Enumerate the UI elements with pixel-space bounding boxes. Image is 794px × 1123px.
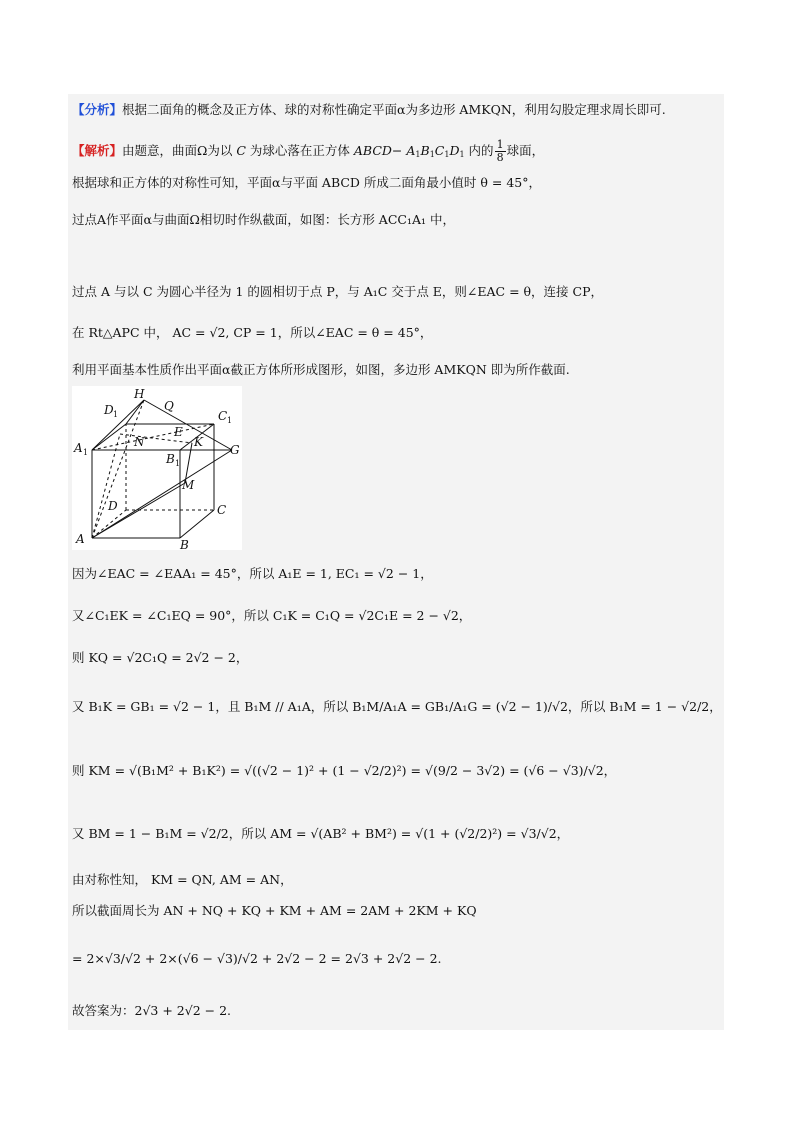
label-M: M: [182, 478, 195, 492]
s1-a: 由题意，曲面Ω为以: [122, 143, 237, 158]
solution-line-1: 【解析】由题意，曲面Ω为以 C 为球心落在正方体 ABCD− $A_1B_1C_1D_1$ 内的 $\frac{1}{8}$ 球面，: [72, 138, 545, 164]
label-B1: B: [166, 452, 175, 466]
label-C1: C: [218, 409, 228, 423]
label-N: N: [134, 435, 145, 449]
s1-g: C: [434, 143, 445, 158]
s1-j: 球面，: [506, 143, 545, 158]
label-A1-sub: 1: [83, 448, 89, 457]
solution-line-14: 所以截面周长为 AN + NQ + KQ + KM + AM = 2AM + 2KM + KQ: [72, 903, 477, 918]
analysis-text: 根据二面角的概念及正方体、球的对称性确定平面α为多边形 AMKQN，利用勾股定理求周长即可.: [122, 102, 666, 117]
label-H: H: [134, 387, 145, 401]
label-C1-sub: 1: [227, 416, 233, 425]
solution-line-11: 则 KM = √(B₁M² + B₁K²) = √((√2 − 1)² + (1 − √2/2)²) = √(9/2 − 3√2) = (√6 − √3)/√2，: [72, 763, 617, 778]
label-D1: D: [104, 403, 114, 417]
s1-b: C: [236, 143, 246, 158]
label-Q: Q: [164, 399, 174, 413]
s1-e: − A: [391, 143, 416, 158]
solution-line-9: 则 KQ = √2C₁Q = 2√2 − 2，: [72, 650, 249, 665]
solution-line-5: 在 Rt△APC 中， AC = √2, CP = 1，所以∠EAC = θ = 45°，: [72, 325, 433, 340]
solution-line-10: 又 B₁K = GB₁ = √2 − 1，且 B₁M // A₁A，所以 B₁M/A₁A = GB₁/A₁G = (√2 − 1)/√2，所以 B₁M = 1 − √2/2，: [72, 699, 722, 714]
frac-num: 1: [496, 138, 504, 151]
s1-f: B: [420, 143, 430, 158]
cube-figure: [72, 386, 242, 550]
solution-line-3: 过点A作平面α与曲面Ω相切时作纵截面，如图：长方形 ACC₁A₁ 中，: [72, 212, 455, 227]
solution-line-15: = 2×√3/√2 + 2×(√6 − √3)/√2 + 2√2 − 2 = 2√3 + 2√2 − 2.: [72, 951, 442, 966]
answer-line: 故答案为：2√3 + 2√2 − 2.: [72, 1003, 232, 1018]
label-E: E: [174, 425, 183, 439]
label-K: K: [194, 435, 203, 449]
analysis-line: [72, 102, 666, 118]
solution-line-2: 根据球和正方体的对称性可知，平面α与平面 ABCD 所成二面角最小值时 θ = 45°，: [72, 175, 541, 190]
frac-den: 8: [496, 151, 504, 164]
solution-line-8: 又∠C₁EK = ∠C₁EQ = 90°，所以 C₁K = C₁Q = √2C₁E = 2 − √2，: [72, 608, 472, 623]
solution-line-7: 因为∠EAC = ∠EAA₁ = 45°，所以 A₁E = 1, EC₁ = √2 − 1，: [72, 566, 433, 581]
s1-i: 内的: [464, 143, 494, 158]
label-A: A: [76, 532, 85, 546]
solution-tag: 【解析】: [72, 143, 123, 158]
s1-c: 为球心落在正方体: [245, 143, 354, 158]
label-A1: A: [74, 441, 83, 455]
label-B: B: [180, 538, 189, 550]
label-D: D: [108, 499, 118, 513]
solution-line-13: 由对称性知， KM = QN, AM = AN，: [72, 872, 293, 887]
label-G: G: [230, 443, 240, 457]
solution-line-12: 又 BM = 1 − B₁M = √2/2，所以 AM = √(AB² + BM²) = √(1 + (√2/2)²) = √3/√2，: [72, 826, 570, 841]
label-B1-sub: 1: [175, 459, 181, 468]
label-C: C: [217, 503, 227, 517]
content-panel: [68, 94, 724, 1030]
analysis-tag: 【分析】: [72, 102, 123, 117]
fraction-one-eighth: [495, 139, 506, 164]
solution-line-4: 过点 A 与以 C 为圆心半径为 1 的圆相切于点 P，与 A₁C 交于点 E，则∠EAC = θ，连接 CP，: [72, 284, 604, 299]
label-D1-sub: 1: [113, 410, 119, 419]
s1-h: D: [449, 143, 460, 158]
solution-line-6: 利用平面基本性质作出平面α截正方体所形成图形，如图，多边形 AMKQN 即为所作截面.: [72, 362, 570, 377]
s1-d: ABCD: [353, 143, 392, 158]
cube-diagram: [72, 386, 242, 550]
